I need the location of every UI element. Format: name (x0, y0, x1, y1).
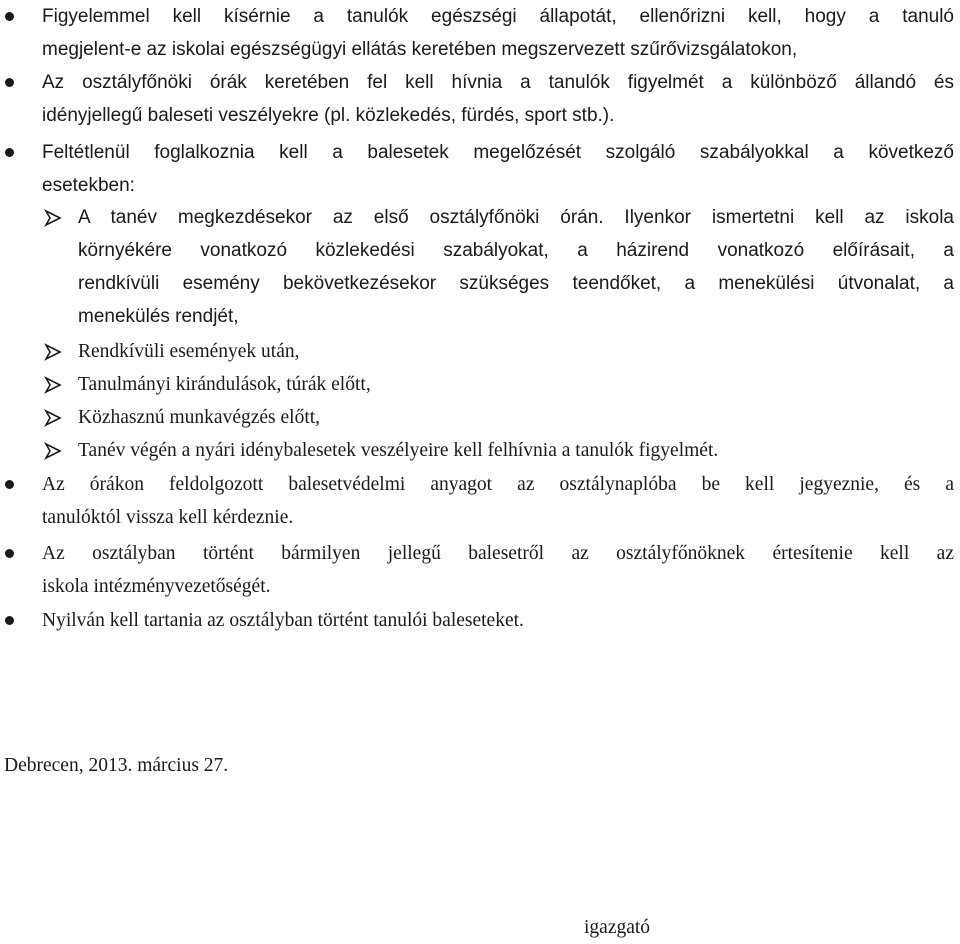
bullet-item (0, 468, 960, 534)
bullet-item (0, 0, 960, 66)
bullet-item (0, 604, 960, 637)
bullet-line: Az osztályfőnöki órák keretében fel kell hívnia a tanulók figyelmét a különböző állandó és (42, 72, 954, 93)
sub-list-item (0, 434, 960, 467)
sub-list-item (0, 335, 960, 368)
bullet-line: Nyilván kell tartania az osztályban történt tanulói baleseteket. (42, 610, 524, 631)
bullet-item (0, 66, 960, 132)
sub-line: rendkívüli esemény bekövetkezésekor szükséges teendőket, a menekülési útvonalat, a (78, 273, 954, 294)
sub-line: Tanév végén a nyári idénybalesetek veszélyeire kell felhívnia a tanulók figyelmét. (78, 440, 719, 461)
bullet-item (0, 136, 960, 202)
sub-list-item (0, 368, 960, 401)
bullet-line: esetekben: (42, 175, 135, 196)
bullet-line: megjelent-e az iskolai egészségügyi ellátás keretében megszervezett szűrővizsgálatokon, (42, 39, 798, 60)
sub-line: menekülés rendjét, (78, 306, 239, 327)
place-date: Debrecen, 2013. március 27. (4, 755, 229, 776)
bullet-line: Az órákon feldolgozott balesetvédelmi anyagot az osztálynaplóba be kell jegyeznie, és a (42, 474, 954, 495)
sub-line: Tanulmányi kirándulások, túrák előtt, (78, 374, 371, 395)
sub-line: környékére vonatkozó közlekedési szabályokat, a házirend vonatkozó előírásait, a (78, 240, 954, 261)
sub-line: A tanév megkezdésekor az első osztályfőnöki órán. Ilyenkor ismertetni kell az iskola (78, 207, 954, 228)
bullet-line: Feltétlenül foglalkoznia kell a balesetek megelőzését szolgáló szabályokkal a következő (42, 142, 954, 163)
sub-line: Rendkívüli események után, (78, 341, 300, 362)
bullet-line: Az osztályban történt bármilyen jellegű balesetről az osztályfőnöknek értesítenie kell az (42, 543, 954, 564)
bullet-line: tanulóktól vissza kell kérdeznie. (42, 507, 294, 528)
bullet-line: iskola intézményvezetőségét. (42, 576, 271, 597)
bullet-line: Figyelemmel kell kísérnie a tanulók egészségi állapotát, ellenőrizni kell, hogy a tanuló (42, 6, 954, 27)
bullet-item (0, 537, 960, 603)
sub-line: Közhasznú munkavégzés előtt, (78, 407, 321, 428)
sub-list-item (0, 401, 960, 434)
bullet-line: idényjellegű baleseti veszélyekre (pl. közlekedés, fürdés, sport stb.). (42, 105, 615, 126)
sub-list-item (0, 201, 960, 333)
signatory-role: igazgató (584, 917, 651, 938)
